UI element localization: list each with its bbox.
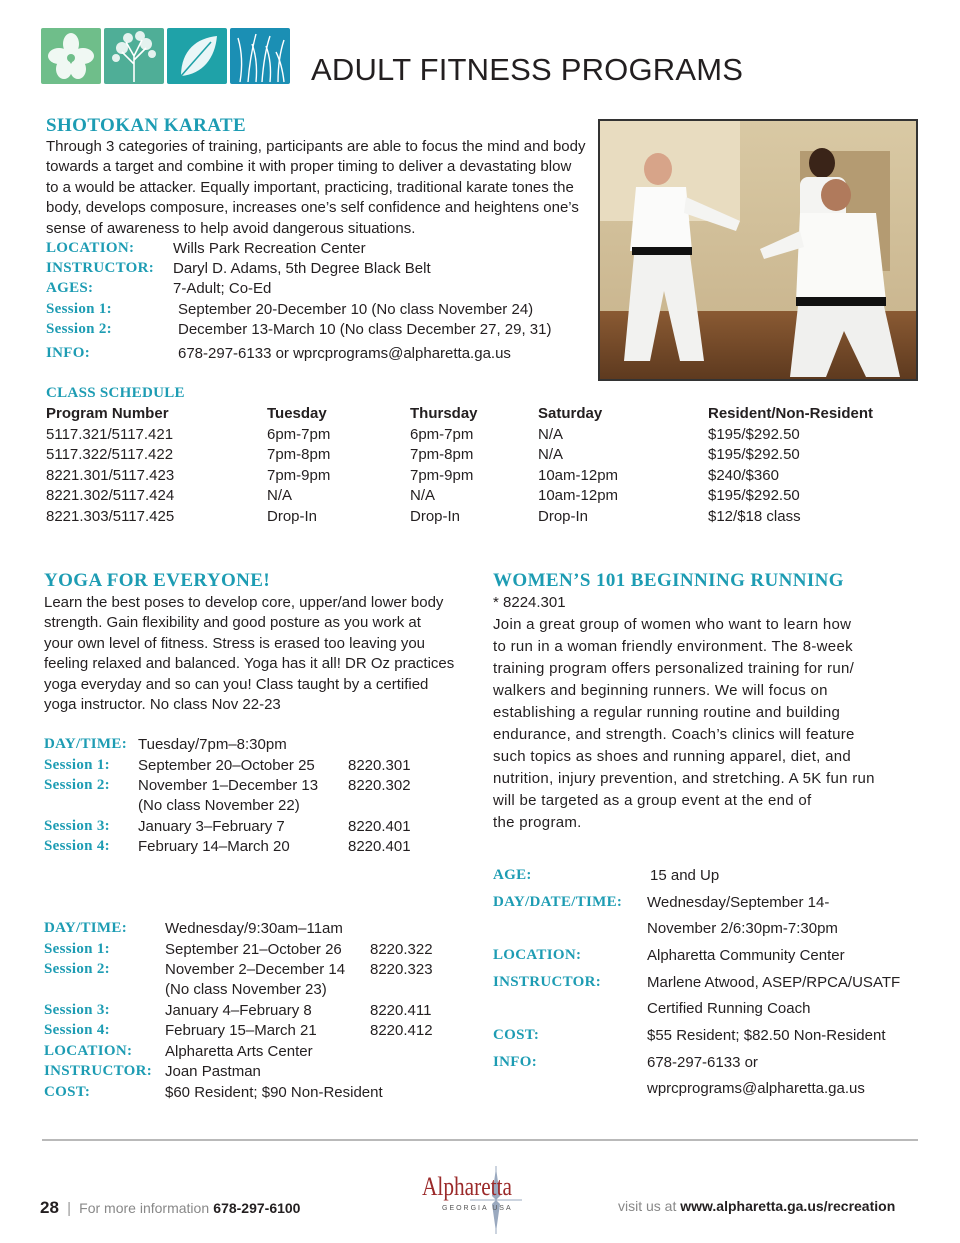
schedule-cell-tuesday: 7pm-9pm: [267, 467, 331, 484]
yoga1-session1-code: 8220.301: [348, 757, 411, 774]
yoga2-session4-code: 8220.412: [370, 1022, 433, 1039]
karate-info-label: INFO:: [46, 345, 90, 361]
schedule-header-row: [46, 405, 926, 425]
karate-session2-value: December 13-March 10 (No class December 27, 29, 31): [178, 321, 552, 338]
schedule-header-price: Resident/Non-Resident: [708, 405, 874, 422]
running-location-value: Alpharetta Community Center: [647, 947, 845, 964]
header-tile-grass: [230, 28, 290, 84]
yoga1-session4-dates: February 14–March 20: [138, 838, 290, 855]
leaf-icon: [167, 28, 227, 84]
header-tile-flower: [41, 28, 101, 84]
karate-photo-illustration: [600, 121, 916, 379]
schedule-header-saturday: Saturday: [538, 405, 603, 422]
yoga2-instructor-label: INSTRUCTOR:: [44, 1063, 153, 1079]
yoga1-daytime-value: Tuesday/7pm–8:30pm: [138, 736, 287, 753]
flower-icon: [41, 28, 101, 84]
schedule-cell-saturday: 10am-12pm: [538, 487, 619, 504]
running-age-label: AGE:: [493, 867, 532, 883]
yoga-description: Learn the best poses to develop core, upper/and lower body strength. Gain flexibility and good posture as you work at your own level of fitness. Stress is erased too leaving you feeling relaxed and balanced. Yoga has it all! DR Oz practices yoga everyday and so can you! Class taught by a certified yoga instructor. No class Nov 22-23: [44, 594, 455, 714]
yoga2-session1-code: 8220.322: [370, 941, 433, 958]
schedule-header-thursday: Thursday: [410, 405, 478, 422]
karate-session1-value: September 20-December 10 (No class November 24): [178, 301, 534, 318]
schedule-cell-tuesday: Drop-In: [267, 508, 318, 525]
yoga2-session4-dates: February 15–March 21: [165, 1022, 317, 1039]
karate-session2-label: Session 2:: [46, 321, 112, 337]
karate-ages-label: AGES:: [46, 280, 94, 296]
running-info-label: INFO:: [493, 1054, 537, 1070]
table-row: [46, 446, 926, 466]
schedule-cell-price: $195/$292.50: [708, 487, 800, 504]
logo-subtext: GEORGIA USA: [442, 1205, 513, 1212]
schedule-cell-price: $195/$292.50: [708, 446, 800, 463]
yoga1-session3-label: Session 3:: [44, 818, 110, 834]
header-tile-tree: [104, 28, 164, 84]
karate-description: Through 3 categories of training, participants are able to focus the mind and body towards a target and combine it with proper timing to deliver a devastating blow to a would be attacker. Equally important, practicing, traditional karate tones the body, develops composure, increases one’s self confidence and heightens one’s sense of awareness to help avoid dangerous situations.: [46, 138, 586, 237]
karate-session1-label: Session 1:: [46, 301, 112, 317]
yoga2-daytime-value: Wednesday/9:30am–11am: [165, 920, 343, 937]
yoga2-session4-label: Session 4:: [44, 1022, 110, 1038]
karate-info-value: 678-297-6133 or wprcprograms@alpharetta.ga.us: [178, 345, 511, 362]
schedule-cell-thursday: N/A: [410, 487, 436, 504]
yoga2-session2-label: Session 2:: [44, 961, 110, 977]
running-instructor-value1: Marlene Atwood, ASEP/RPCA/USATF: [647, 974, 901, 991]
yoga1-daytime-label: DAY/TIME:: [44, 736, 127, 752]
footer-separator: |: [67, 1200, 71, 1217]
page-number: 28: [40, 1198, 59, 1217]
schedule-header-tuesday: Tuesday: [267, 405, 327, 422]
alpharetta-logo: [420, 1160, 540, 1236]
footer-left: [40, 1198, 300, 1218]
yoga2-cost-value: $60 Resident; $90 Non-Resident: [165, 1084, 383, 1101]
yoga1-session3-dates: January 3–February 7: [138, 818, 285, 835]
running-daytime-label: DAY/DATE/TIME:: [493, 894, 623, 910]
schedule-cell-thursday: 6pm-7pm: [410, 426, 474, 443]
schedule-cell-thursday: 7pm-8pm: [410, 446, 474, 463]
page-title: ADULT FITNESS PROGRAMS: [311, 52, 744, 87]
yoga2-session3-code: 8220.411: [370, 1002, 432, 1019]
yoga2-session3-label: Session 3:: [44, 1002, 110, 1018]
schedule-cell-thursday: Drop-In: [410, 508, 461, 525]
table-row: [46, 487, 926, 507]
karate-ages-value: 7-Adult; Co-Ed: [173, 280, 272, 297]
yoga2-location-label: LOCATION:: [44, 1043, 133, 1059]
footer-divider: [42, 1139, 918, 1141]
yoga1-session2-note: (No class November 22): [138, 797, 300, 814]
running-instructor-value2: Certified Running Coach: [647, 1000, 811, 1017]
yoga2-daytime-label: DAY/TIME:: [44, 920, 127, 936]
schedule-cell-program: 8221.302/5117.424: [46, 487, 175, 504]
yoga1-session4-code: 8220.401: [348, 838, 411, 855]
tree-icon: [104, 28, 164, 84]
schedule-cell-tuesday: 7pm-8pm: [267, 446, 331, 463]
running-daytime-value1: Wednesday/September 14-: [647, 894, 830, 911]
schedule-cell-program: 8221.301/5117.423: [46, 467, 175, 484]
yoga2-cost-label: COST:: [44, 1084, 91, 1100]
running-info-value1: 678-297-6133 or: [647, 1054, 758, 1071]
schedule-cell-program: 5117.321/5117.421: [46, 426, 174, 443]
schedule-cell-saturday: N/A: [538, 446, 564, 463]
grass-icon: [230, 28, 290, 84]
table-row: [46, 426, 926, 446]
yoga1-session2-label: Session 2:: [44, 777, 110, 793]
karate-location-label: LOCATION:: [46, 240, 135, 256]
yoga1-session2-code: 8220.302: [348, 777, 411, 794]
yoga1-session3-code: 8220.401: [348, 818, 411, 835]
footer-right: [618, 1198, 895, 1214]
yoga1-session1-label: Session 1:: [44, 757, 110, 773]
yoga1-session2-dates: November 1–December 13: [138, 777, 319, 794]
schedule-header-program: Program Number: [46, 405, 169, 422]
karate-instructor-value: Daryl D. Adams, 5th Degree Black Belt: [173, 260, 431, 277]
yoga2-session1-dates: September 21–October 26: [165, 941, 342, 958]
schedule-cell-price: $195/$292.50: [708, 426, 800, 443]
schedule-cell-price: $12/$18 class: [708, 508, 801, 525]
running-cost-value: $55 Resident; $82.50 Non-Resident: [647, 1027, 886, 1044]
yoga2-session2-dates: November 2–December 14: [165, 961, 346, 978]
table-row: [46, 508, 926, 528]
schedule-cell-saturday: 10am-12pm: [538, 467, 619, 484]
yoga2-session3-dates: January 4–February 8: [165, 1002, 312, 1019]
schedule-cell-program: 5117.322/5117.422: [46, 446, 174, 463]
running-daytime-value2: November 2/6:30pm-7:30pm: [647, 920, 838, 937]
yoga-title: YOGA FOR EVERYONE!: [44, 570, 271, 591]
running-code: * 8224.301: [493, 594, 566, 611]
class-schedule-title: CLASS SCHEDULE: [46, 385, 185, 401]
footer-visit: visit us at: [618, 1198, 677, 1214]
table-row: [46, 467, 926, 487]
schedule-cell-saturday: N/A: [538, 426, 564, 443]
schedule-cell-saturday: Drop-In: [538, 508, 589, 525]
footer-url[interactable]: www.alpharetta.ga.us/recreation: [680, 1198, 896, 1214]
running-instructor-label: INSTRUCTOR:: [493, 974, 602, 990]
yoga2-session1-label: Session 1:: [44, 941, 110, 957]
running-description: Join a great group of women who want to learn how to run in a woman friendly environment. The 8-week training program offers personalized training for run/ walkers and beginning runners. We will focus on establishing a regular running routine and building endurance, and strength. Coach’s clinics will feature such topics as shoes and running apparel, diet, and nutrition, injury prevention, and stretching. A 5K fun run will be targeted as a group event at the end of the program.: [493, 616, 875, 831]
footer-phone: 678-297-6100: [213, 1200, 301, 1216]
karate-title: SHOTOKAN KARATE: [46, 115, 247, 136]
karate-instructor-label: INSTRUCTOR:: [46, 260, 155, 276]
schedule-cell-program: 8221.303/5117.425: [46, 508, 175, 525]
yoga2-session2-note: (No class November 23): [165, 981, 327, 998]
footer-more-info: For more information: [79, 1200, 210, 1216]
running-info-value2: wprcprograms@alpharetta.ga.us: [647, 1080, 865, 1097]
header-tile-leaf: [167, 28, 227, 84]
schedule-cell-tuesday: N/A: [267, 487, 293, 504]
running-location-label: LOCATION:: [493, 947, 582, 963]
yoga2-session2-code: 8220.323: [370, 961, 433, 978]
yoga2-location-value: Alpharetta Arts Center: [165, 1043, 313, 1060]
logo-text: Alpharetta: [422, 1172, 512, 1201]
running-title: WOMEN’S 101 BEGINNING RUNNING: [493, 570, 844, 591]
running-age-value: 15 and Up: [650, 867, 720, 884]
schedule-cell-thursday: 7pm-9pm: [410, 467, 474, 484]
karate-location-value: Wills Park Recreation Center: [173, 240, 366, 257]
yoga1-session4-label: Session 4:: [44, 838, 110, 854]
schedule-cell-price: $240/$360: [708, 467, 779, 484]
karate-photo: [598, 119, 918, 381]
running-cost-label: COST:: [493, 1027, 540, 1043]
schedule-cell-tuesday: 6pm-7pm: [267, 426, 331, 443]
yoga2-instructor-value: Joan Pastman: [165, 1063, 261, 1080]
yoga1-session1-dates: September 20–October 25: [138, 757, 315, 774]
